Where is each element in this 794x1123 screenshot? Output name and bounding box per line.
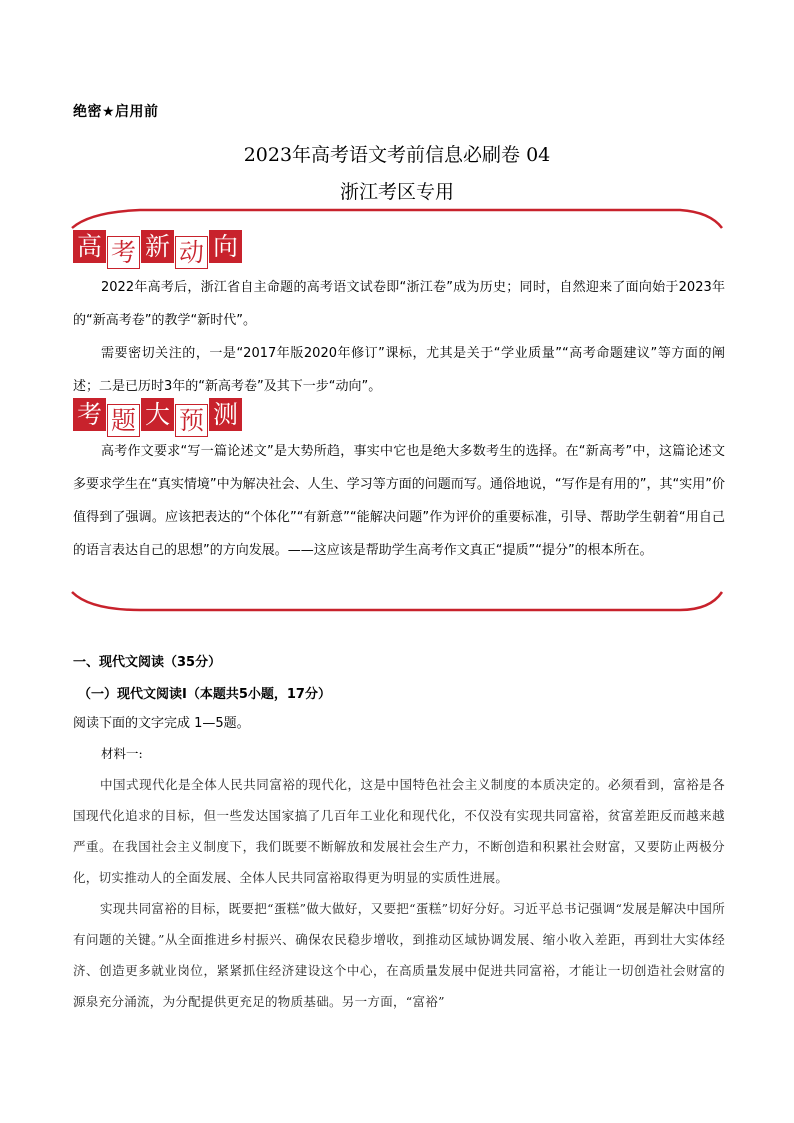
passage-paragraph: 中国式现代化是全体人民共同富裕的现代化，这是中国特色社会主义制度的本质决定的。必须看到，富裕是各国现代化追求的目标，但一些发达国家搞了几百年工业化和现代化，不仅没有实现共同富裕，贫富差距反而越来越严重。在我国社会主义制度下，我们既要不断解放和发展社会生产力，不断创造和积累社会财富，又要防止两极分化，切实推动人的全面发展、全体人民共同富裕取得更为明显的实质性进展。 (73, 777, 725, 885)
page-title: 2023年高考语文考前信息必刷卷 04 (243, 144, 551, 166)
trend-paragraph: 需要密切关注的，一是“2017年版2020年修订”课标，尤其是关于“学业质量”“高考命题建议”等方面的阐述；二是已历时3年的“新高考卷”及其下一步“动向”。 (73, 346, 725, 394)
tag-char: 题 (107, 404, 140, 437)
prediction-text: 高考作文要求“写一篇论述文”是大势所趋，事实中它也是绝大多数考生的选择。在“新高考”中，这篇论述文多要求学生在“真实情境”中为解决社会、人生、学习等方面的问题而写。通俗地说，“写作是有用的”，其“实用”价值得到了强调。应该把表达的“个体化”“有新意”“能解决问题”作为评价的重要标准，引导、帮助学生朝着“用自己的语言表达自己的思想”的方向发展。——这应该是帮助学生高考作文真正“提质”“提分”的根本所在。 (73, 444, 725, 558)
material-label: 材料一: (101, 746, 143, 761)
tag-char: 考 (107, 236, 140, 269)
reading-instruction: 阅读下面的文字完成 1—5题。 (73, 716, 250, 731)
passage-paragraph: 实现共同富裕的目标，既要把“蛋糕”做大做好，又要把“蛋糕”切好分好。习近平总书记强调“发展是解决中国所有问题的关键。”从全面推进乡村振兴、确保农民稳步增收，到推动区域协调发展、缩小收入差距，再到壮大实体经济、创造更多就业岗位，紧紧抓住经济建设这个中心，在高质量发展中促进共同富裕，才能让一切创造社会财富的源泉充分涌流，为分配提供更充足的物质基础。另一方面，“富裕” (73, 901, 725, 1009)
tag-char: 大 (141, 398, 174, 431)
tag-new-trends (73, 230, 242, 269)
section-heading: 一、现代文阅读（35分） (73, 655, 222, 670)
subsection-heading: （一）现代文阅读Ⅰ（本题共5小题，17分） (78, 687, 331, 702)
tag-char: 向 (209, 230, 242, 263)
trend-paragraphs (73, 271, 725, 403)
tag-char: 高 (73, 230, 106, 263)
tag-char: 测 (209, 398, 242, 431)
prediction-paragraph (73, 435, 725, 567)
tag-char: 预 (175, 404, 208, 437)
tag-char: 动 (175, 236, 208, 269)
trend-paragraph: 2022年高考后，浙江省自主命题的高考语文试卷即“浙江卷”成为历史；同时，自然迎来了面向始于2023年的“新高考卷”的教学“新时代”。 (73, 280, 725, 328)
reading-passage (73, 769, 725, 1017)
tag-exam-prediction (73, 398, 242, 437)
page-subtitle: 浙江考区专用 (339, 181, 454, 203)
tag-char: 考 (73, 398, 106, 431)
confidential-label: 绝密★启用前 (73, 104, 159, 120)
tag-char: 新 (141, 230, 174, 263)
